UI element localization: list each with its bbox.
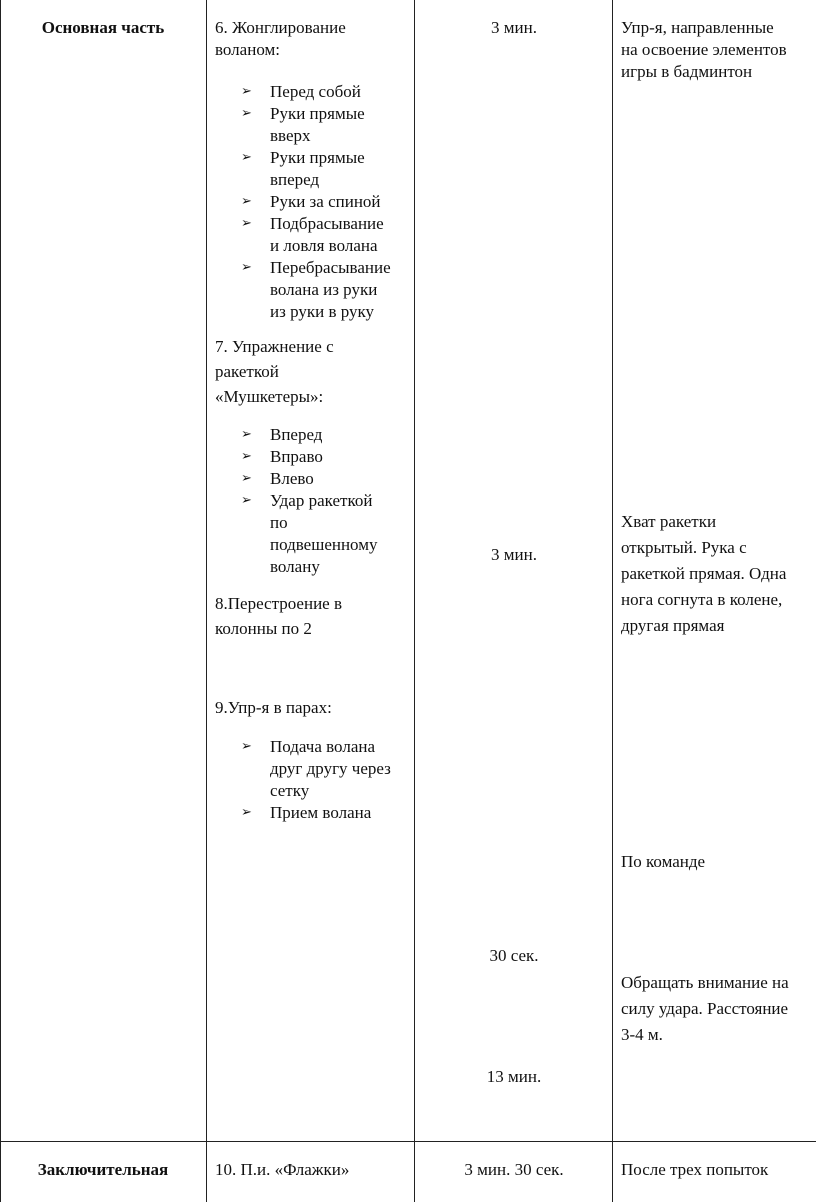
text-line: Хват ракетки: [621, 512, 717, 531]
exercise-9-title: 9.Упр-я в парах:: [215, 698, 332, 717]
text-line: ракеткой прямая. Одна: [621, 564, 787, 583]
text-line: ракеткой: [215, 362, 279, 381]
list-item: [241, 213, 411, 257]
column-divider-3: [612, 0, 613, 1202]
section-final-label: Заключительная: [37, 1160, 169, 1179]
border-left: [0, 0, 1, 1202]
list-item: [241, 81, 411, 103]
list-item: [241, 424, 411, 446]
text-line: силу удара. Расстояние: [621, 999, 789, 1018]
list-item: [241, 446, 411, 468]
list-item-line: Руки за спиной: [270, 192, 381, 211]
list-item-line: Руки прямые: [270, 104, 365, 123]
text-line: открытый. Рука с: [621, 538, 747, 557]
exercise-6-title-text: 6. Жонглирование воланом:: [215, 18, 346, 59]
exercise-6-title: [215, 17, 405, 61]
list-item-line: волана из руки: [270, 280, 378, 299]
text-line: «Мушкетеры»:: [215, 387, 324, 406]
note-4: [621, 970, 816, 1048]
list-item-line: Руки прямые: [270, 148, 365, 167]
note-2: [621, 509, 816, 639]
text-line: нога согнута в колене,: [621, 590, 783, 609]
arrowhead-bullet-icon: ➢: [241, 739, 252, 754]
exercise-7-title: [215, 334, 405, 409]
list-item: [241, 257, 411, 323]
final-note: После трех попыток: [621, 1160, 769, 1179]
exercise-7-list: [241, 424, 411, 578]
column-divider-1: [206, 0, 207, 1202]
list-item-line: Удар ракеткой: [270, 491, 373, 510]
text-line: на освоение элементов: [621, 40, 787, 59]
exercise-9-list: [241, 736, 411, 824]
text-line: Обращать внимание на: [621, 973, 789, 992]
section-main-label: Основная часть: [41, 18, 165, 37]
column-divider-2: [414, 0, 415, 1202]
arrowhead-bullet-icon: ➢: [241, 84, 252, 99]
duration-4: 13 мин.: [486, 1067, 542, 1086]
arrowhead-bullet-icon: ➢: [241, 427, 252, 442]
list-item: [241, 736, 411, 802]
duration-2: 3 мин.: [491, 545, 537, 564]
list-item: [241, 490, 411, 578]
list-item-line: волану: [270, 557, 320, 576]
row-divider: [0, 1141, 816, 1142]
list-item-line: и ловля волана: [270, 236, 378, 255]
list-item-line: вверх: [270, 126, 311, 145]
text-line: 7. Упражнение с: [215, 337, 334, 356]
list-item-line: друг другу через: [270, 759, 391, 778]
list-item-line: Вправо: [270, 447, 323, 466]
text-line: 8.Перестроение в: [215, 594, 342, 613]
list-item-line: Прием волана: [270, 803, 372, 822]
list-item-line: Вперед: [270, 425, 323, 444]
list-item-line: Подача волана: [270, 737, 376, 756]
arrowhead-bullet-icon: ➢: [241, 805, 252, 820]
arrowhead-bullet-icon: ➢: [241, 216, 252, 231]
list-item: [241, 468, 411, 490]
arrowhead-bullet-icon: ➢: [241, 260, 252, 275]
exercise-8-title: [215, 591, 405, 641]
final-duration: 3 мин. 30 сек.: [464, 1160, 564, 1179]
arrowhead-bullet-icon: ➢: [241, 106, 252, 121]
list-item: [241, 802, 411, 824]
exercise-6-list: [241, 81, 411, 323]
list-item-line: вперед: [270, 170, 320, 189]
duration-3: 30 сек.: [489, 946, 539, 965]
arrowhead-bullet-icon: ➢: [241, 471, 252, 486]
arrowhead-bullet-icon: ➢: [241, 194, 252, 209]
text-line: колонны по 2: [215, 619, 312, 638]
note-1: [621, 17, 816, 83]
list-item-line: сетку: [270, 781, 310, 800]
list-item: [241, 147, 411, 191]
note-3: По команде: [621, 852, 706, 871]
exercise-10-title: 10. П.и. «Флажки»: [215, 1160, 350, 1179]
list-item-line: из руки в руку: [270, 302, 375, 321]
text-line: другая прямая: [621, 616, 725, 635]
arrowhead-bullet-icon: ➢: [241, 150, 252, 165]
duration-1: 3 мин.: [491, 18, 537, 37]
list-item-line: Подбрасывание: [270, 214, 384, 233]
arrowhead-bullet-icon: ➢: [241, 449, 252, 464]
text-line: игры в бадминтон: [621, 62, 753, 81]
list-item-line: Перед собой: [270, 82, 361, 101]
list-item-line: Перебрасывание: [270, 258, 391, 277]
arrowhead-bullet-icon: ➢: [241, 493, 252, 508]
text-line: 3-4 м.: [621, 1025, 663, 1044]
list-item-line: Влево: [270, 469, 314, 488]
list-item: [241, 191, 411, 213]
list-item: [241, 103, 411, 147]
list-item-line: по: [270, 513, 288, 532]
list-item-line: подвешенному: [270, 535, 378, 554]
text-line: Упр-я, направленные: [621, 18, 774, 37]
